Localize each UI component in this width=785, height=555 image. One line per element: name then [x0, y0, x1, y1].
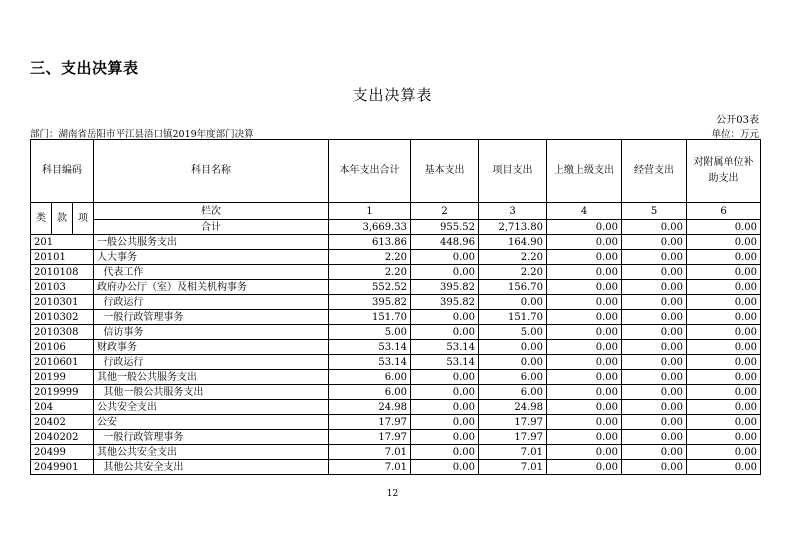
header-lei: 类 — [31, 203, 52, 235]
row-basic: 0.00 — [411, 460, 479, 475]
row-total: 17.97 — [329, 430, 411, 445]
row-business: 0.00 — [622, 325, 687, 340]
row-upper: 0.00 — [547, 250, 622, 265]
row-name: 一般公共服务支出 — [94, 235, 329, 250]
row-total: 151.70 — [329, 310, 411, 325]
col-index-4: 4 — [547, 203, 622, 220]
table-number: 公开03表 — [716, 115, 759, 126]
row-name: 公共安全支出 — [94, 400, 329, 415]
section-title: 三、支出决算表 — [30, 59, 139, 77]
row-basic: 53.14 — [411, 340, 479, 355]
row-code: 20402 — [31, 415, 94, 430]
row-project: 6.00 — [479, 385, 547, 400]
row-upper: 0.00 — [547, 400, 622, 415]
header-code: 科目编码 — [31, 140, 94, 203]
row-business: 0.00 — [622, 340, 687, 355]
row-upper: 0.00 — [547, 325, 622, 340]
row-upper: 0.00 — [547, 370, 622, 385]
row-name: 代表工作 — [94, 265, 329, 280]
row-upper: 0.00 — [547, 310, 622, 325]
table-row — [31, 265, 761, 280]
row-project: 151.70 — [479, 310, 547, 325]
row-basic: 0.00 — [411, 325, 479, 340]
row-business: 0.00 — [622, 445, 687, 460]
row-basic: 448.96 — [411, 235, 479, 250]
header-basic: 基本支出 — [411, 140, 479, 203]
col-index-6: 6 — [687, 203, 761, 220]
row-subsidy: 0.00 — [687, 430, 761, 445]
row-project: 5.00 — [479, 325, 547, 340]
table-row — [31, 340, 761, 355]
header-project: 项目支出 — [479, 140, 547, 203]
table-row — [31, 430, 761, 445]
col-index-5: 5 — [622, 203, 687, 220]
table-row — [31, 250, 761, 265]
row-basic: 53.14 — [411, 355, 479, 370]
row-basic: 0.00 — [411, 385, 479, 400]
total-basic: 955.52 — [411, 220, 479, 235]
row-upper: 0.00 — [547, 415, 622, 430]
row-code: 204 — [31, 400, 94, 415]
table-row — [31, 400, 761, 415]
table-row — [31, 415, 761, 430]
row-total: 2.20 — [329, 265, 411, 280]
row-total: 24.98 — [329, 400, 411, 415]
row-basic: 395.82 — [411, 295, 479, 310]
row-total: 5.00 — [329, 325, 411, 340]
row-name: 其他一般公共服务支出 — [94, 385, 329, 400]
row-upper: 0.00 — [547, 340, 622, 355]
header-row — [31, 140, 761, 203]
row-business: 0.00 — [622, 265, 687, 280]
row-subsidy: 0.00 — [687, 250, 761, 265]
row-subsidy: 0.00 — [687, 370, 761, 385]
row-total: 7.01 — [329, 460, 411, 475]
total-label: 合计 — [94, 220, 329, 235]
row-code: 2019999 — [31, 385, 94, 400]
row-basic: 0.00 — [411, 445, 479, 460]
row-subsidy: 0.00 — [687, 280, 761, 295]
row-basic: 0.00 — [411, 265, 479, 280]
row-basic: 0.00 — [411, 250, 479, 265]
row-total: 6.00 — [329, 385, 411, 400]
header-business: 经营支出 — [622, 140, 687, 203]
header-kuan: 款 — [52, 203, 73, 235]
row-name: 公安 — [94, 415, 329, 430]
row-code: 2010308 — [31, 325, 94, 340]
row-name: 财政事务 — [94, 340, 329, 355]
row-basic: 0.00 — [411, 310, 479, 325]
index-row — [31, 203, 761, 220]
row-subsidy: 0.00 — [687, 235, 761, 250]
row-project: 0.00 — [479, 340, 547, 355]
row-upper: 0.00 — [547, 355, 622, 370]
row-upper: 0.00 — [547, 280, 622, 295]
total-row — [31, 220, 761, 235]
header-xiang: 项 — [73, 203, 94, 235]
row-total: 2.20 — [329, 250, 411, 265]
row-subsidy: 0.00 — [687, 325, 761, 340]
row-business: 0.00 — [622, 295, 687, 310]
col-index-3: 3 — [479, 203, 547, 220]
row-subsidy: 0.00 — [687, 445, 761, 460]
row-basic: 0.00 — [411, 370, 479, 385]
row-code: 2040202 — [31, 430, 94, 445]
row-code: 2010601 — [31, 355, 94, 370]
row-project: 6.00 — [479, 370, 547, 385]
row-subsidy: 0.00 — [687, 340, 761, 355]
row-code: 2010301 — [31, 295, 94, 310]
row-project: 0.00 — [479, 295, 547, 310]
row-total: 53.14 — [329, 355, 411, 370]
row-business: 0.00 — [622, 400, 687, 415]
header-column-index: 栏次 — [94, 203, 329, 220]
table-row — [31, 355, 761, 370]
total-business: 0.00 — [622, 220, 687, 235]
row-project: 0.00 — [479, 355, 547, 370]
row-name: 行政运行 — [94, 355, 329, 370]
row-name: 其他一般公共服务支出 — [94, 370, 329, 385]
row-business: 0.00 — [622, 370, 687, 385]
row-project: 24.98 — [479, 400, 547, 415]
row-business: 0.00 — [622, 250, 687, 265]
row-business: 0.00 — [622, 460, 687, 475]
row-basic: 0.00 — [411, 400, 479, 415]
row-basic: 395.82 — [411, 280, 479, 295]
row-code: 2049901 — [31, 460, 94, 475]
row-basic: 0.00 — [411, 430, 479, 445]
row-subsidy: 0.00 — [687, 355, 761, 370]
row-code: 20103 — [31, 280, 94, 295]
row-project: 17.97 — [479, 430, 547, 445]
expenditure-table — [30, 139, 761, 475]
row-total: 613.86 — [329, 235, 411, 250]
total-total: 3,669.33 — [329, 220, 411, 235]
row-upper: 0.00 — [547, 385, 622, 400]
row-upper: 0.00 — [547, 460, 622, 475]
row-business: 0.00 — [622, 430, 687, 445]
row-subsidy: 0.00 — [687, 400, 761, 415]
row-name: 一般行政管理事务 — [94, 430, 329, 445]
row-project: 164.90 — [479, 235, 547, 250]
row-basic: 0.00 — [411, 415, 479, 430]
col-index-2: 2 — [411, 203, 479, 220]
row-name: 一般行政管理事务 — [94, 310, 329, 325]
row-project: 17.97 — [479, 415, 547, 430]
row-upper: 0.00 — [547, 235, 622, 250]
row-subsidy: 0.00 — [687, 295, 761, 310]
row-name: 人大事务 — [94, 250, 329, 265]
header-total: 本年支出合计 — [329, 140, 411, 203]
table-row — [31, 310, 761, 325]
row-code: 201 — [31, 235, 94, 250]
table-row — [31, 235, 761, 250]
row-subsidy: 0.00 — [687, 385, 761, 400]
total-upper: 0.00 — [547, 220, 622, 235]
row-subsidy: 0.00 — [687, 460, 761, 475]
row-code: 2010108 — [31, 265, 94, 280]
row-business: 0.00 — [622, 415, 687, 430]
row-business: 0.00 — [622, 235, 687, 250]
total-project: 2,713.80 — [479, 220, 547, 235]
row-name: 其他公共安全支出 — [94, 445, 329, 460]
row-business: 0.00 — [622, 280, 687, 295]
row-subsidy: 0.00 — [687, 310, 761, 325]
col-index-1: 1 — [329, 203, 411, 220]
table-row — [31, 370, 761, 385]
row-name: 行政运行 — [94, 295, 329, 310]
table-row — [31, 385, 761, 400]
total-subsidy: 0.00 — [687, 220, 761, 235]
row-subsidy: 0.00 — [687, 415, 761, 430]
row-code: 20199 — [31, 370, 94, 385]
department-label: 部门：湖南省岳阳市平江县浯口镇2019年度部门决算 — [30, 129, 254, 140]
row-name: 政府办公厅（室）及相关机构事务 — [94, 280, 329, 295]
page-title: 支出决算表 — [352, 86, 433, 104]
row-total: 53.14 — [329, 340, 411, 355]
row-upper: 0.00 — [547, 265, 622, 280]
row-name: 其他公共安全支出 — [94, 460, 329, 475]
row-project: 7.01 — [479, 460, 547, 475]
row-total: 552.52 — [329, 280, 411, 295]
row-code: 20101 — [31, 250, 94, 265]
row-name: 信访事务 — [94, 325, 329, 340]
row-total: 395.82 — [329, 295, 411, 310]
table-row — [31, 280, 761, 295]
table-row — [31, 460, 761, 475]
row-business: 0.00 — [622, 385, 687, 400]
row-business: 0.00 — [622, 310, 687, 325]
row-business: 0.00 — [622, 355, 687, 370]
row-project: 7.01 — [479, 445, 547, 460]
page-number: 12 — [386, 489, 399, 499]
row-total: 17.97 — [329, 415, 411, 430]
header-subsidy: 对附属单位补助支出 — [687, 140, 761, 203]
row-code: 2010302 — [31, 310, 94, 325]
table-row — [31, 445, 761, 460]
row-total: 7.01 — [329, 445, 411, 460]
row-upper: 0.00 — [547, 295, 622, 310]
row-subsidy: 0.00 — [687, 265, 761, 280]
table-row — [31, 325, 761, 340]
row-upper: 0.00 — [547, 430, 622, 445]
unit-label: 单位：万元 — [711, 129, 759, 140]
table-row — [31, 295, 761, 310]
row-project: 156.70 — [479, 280, 547, 295]
row-project: 2.20 — [479, 265, 547, 280]
header-upper: 上缴上级支出 — [547, 140, 622, 203]
header-name: 科目名称 — [94, 140, 329, 203]
row-upper: 0.00 — [547, 445, 622, 460]
row-project: 2.20 — [479, 250, 547, 265]
row-code: 20106 — [31, 340, 94, 355]
row-code: 20499 — [31, 445, 94, 460]
row-total: 6.00 — [329, 370, 411, 385]
